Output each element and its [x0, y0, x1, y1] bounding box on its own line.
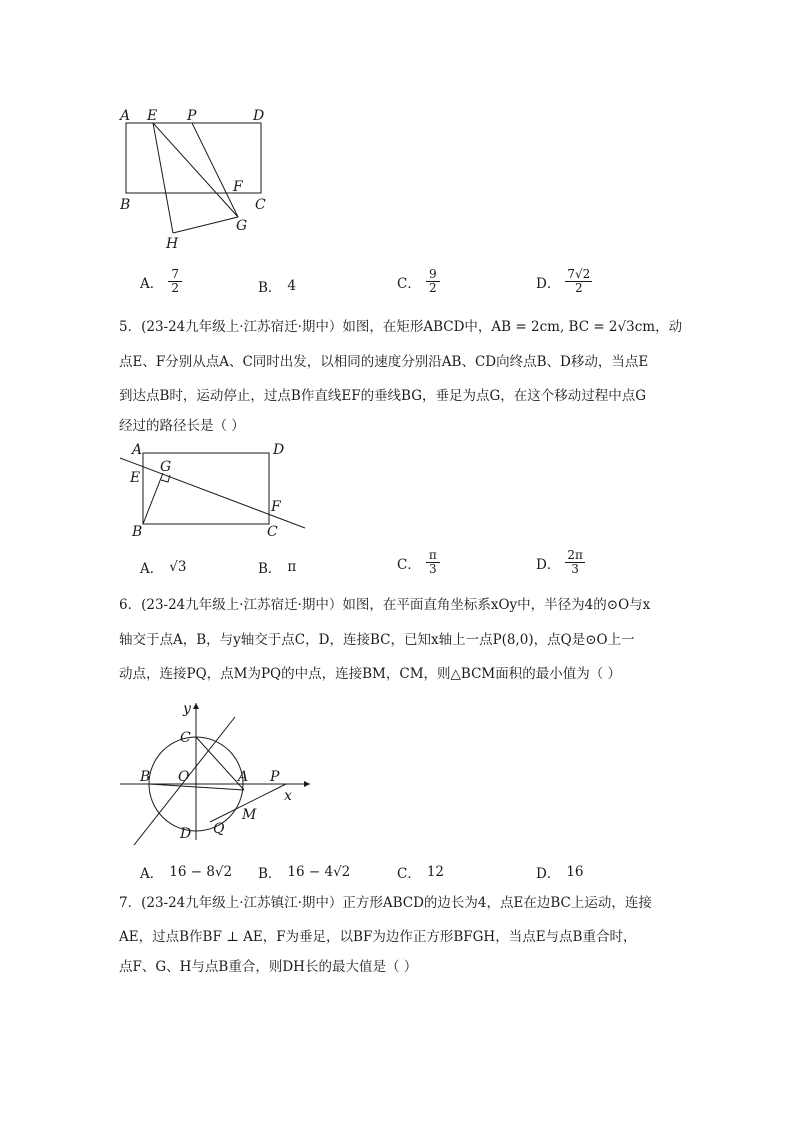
q7-line-2: AE，过点B作BF ⊥ AE，F为垂足，以BF为边作正方形BFGH，当点E与点B重合时，: [119, 929, 637, 945]
option-letter: C．: [397, 556, 421, 573]
fraction: $\frac{2\pi}{3}$: [567, 548, 583, 576]
option-letter: B．: [258, 280, 282, 296]
q6-label-A: A: [238, 769, 249, 785]
q5-line-4: 经过的路径长是（ ）: [119, 418, 245, 434]
option-letter: C．: [397, 275, 421, 292]
fraction: $\frac{7√2}{2}$: [567, 267, 591, 295]
q4-label-E: E: [147, 108, 158, 124]
q4-option-a[interactable]: [140, 268, 181, 295]
fraction: $\frac{\pi}{3}$: [427, 549, 439, 576]
q6-line-2: 轴交于点A，B，与y轴交于点C，D，连接BC，已知x轴上一点P(8,0)，点Q是⊙O上一: [119, 632, 635, 648]
q4-label-C: C: [255, 197, 266, 213]
q4-line-eh: [153, 123, 173, 233]
option-letter: C．: [397, 866, 421, 882]
q5-figure: [110, 438, 310, 543]
q6-option-b[interactable]: [258, 862, 350, 882]
fraction: $\frac{7}{2}$: [169, 268, 181, 295]
q5-line-3: 到达点B时，运动停止，过点B作直线EF的垂线BG，垂足为点G，在这个移动过程中点G: [119, 388, 647, 404]
option-value: 16 − 8√2: [169, 864, 233, 880]
q5-label-B: B: [132, 524, 143, 540]
q6-label-C: C: [180, 730, 191, 746]
option-letter: D．: [536, 556, 561, 573]
option-value: 12: [426, 864, 445, 880]
q7-line-1: 7．(23-24九年级上·江苏镇江·期中）正方形ABCD的边长为4，点E在边BC上运动，连接: [119, 895, 652, 911]
q5-option-d[interactable]: [536, 549, 584, 576]
q4-label-G: G: [236, 218, 248, 234]
q6-option-a[interactable]: [140, 862, 232, 882]
option-value: π: [287, 559, 297, 575]
q5-label-G: G: [160, 459, 172, 475]
q6-label-B: B: [140, 769, 151, 785]
q6-label-M: M: [242, 807, 257, 823]
option-value: √3: [169, 559, 187, 575]
q6-label-P: P: [270, 769, 280, 785]
q5-label-A: A: [132, 442, 143, 458]
q6-label-x: x: [284, 788, 292, 804]
option-letter: A．: [140, 561, 164, 577]
q5-option-b[interactable]: [258, 557, 296, 577]
q5-label-D: D: [273, 442, 285, 458]
q4-line-eg: [153, 123, 238, 217]
option-letter: A．: [140, 866, 164, 882]
q5-option-c[interactable]: [397, 549, 439, 576]
q6-figure: [110, 695, 320, 845]
option-letter: D．: [536, 275, 561, 292]
q4-label-P: P: [187, 108, 197, 124]
q5-label-F: F: [271, 499, 281, 515]
q5-line-bg: [143, 473, 163, 524]
q6-line-3: 动点，连接PQ，点M为PQ的中点，连接BM，CM，则△BCM面积的最小值为（ ）: [119, 666, 622, 682]
q6-label-O: O: [178, 769, 190, 785]
q4-label-B: B: [120, 197, 131, 213]
option-letter: A．: [140, 275, 164, 292]
q4-line-hg: [173, 217, 238, 233]
option-letter: D．: [536, 866, 561, 882]
q6-line-1: 6．(23-24九年级上·江苏宿迁·期中）如图，在平面直角坐标系xOy中，半径为4的⊙O与x: [119, 597, 651, 613]
q6-label-Q: Q: [213, 821, 225, 837]
q5-line-ef: [120, 458, 305, 528]
option-value: 16 − 4√2: [287, 864, 351, 880]
option-value: 16: [566, 864, 584, 880]
q5-label-E: E: [130, 470, 141, 486]
option-letter: B．: [258, 561, 282, 577]
q6-label-D: D: [180, 826, 192, 842]
q4-line-pg: [192, 123, 238, 217]
q5-line-1: 5．(23-24九年级上·江苏宿迁·期中）如图，在矩形ABCD中，AB = 2cm, BC = 2√3cm，动: [119, 319, 683, 335]
option-value: 4: [287, 278, 297, 294]
q4-option-d[interactable]: [536, 268, 591, 295]
q5-line-2: 点E、F分别从点A、C同时出发，以相同的速度分别沿AB、CD向终点B、D移动，当点E: [119, 354, 649, 370]
q4-label-A: A: [120, 108, 131, 124]
q4-option-b[interactable]: [258, 276, 296, 296]
q4-label-H: H: [166, 236, 179, 252]
q6-label-y: y: [183, 701, 191, 717]
q4-figure: [110, 100, 280, 255]
q4-label-F: F: [233, 179, 243, 195]
q4-option-c[interactable]: [397, 268, 439, 295]
fraction: $\frac{9}{2}$: [427, 268, 439, 295]
q5-option-a[interactable]: [140, 557, 186, 577]
q6-option-d[interactable]: [536, 862, 584, 882]
q6-line-cm: [196, 737, 244, 790]
q5-label-C: C: [267, 524, 278, 540]
q7-line-3: 点F、G、H与点B重合，则DH长的最大值是（ ）: [119, 959, 418, 975]
q6-option-c[interactable]: [397, 862, 444, 882]
q4-label-D: D: [253, 108, 265, 124]
option-letter: B．: [258, 866, 282, 882]
